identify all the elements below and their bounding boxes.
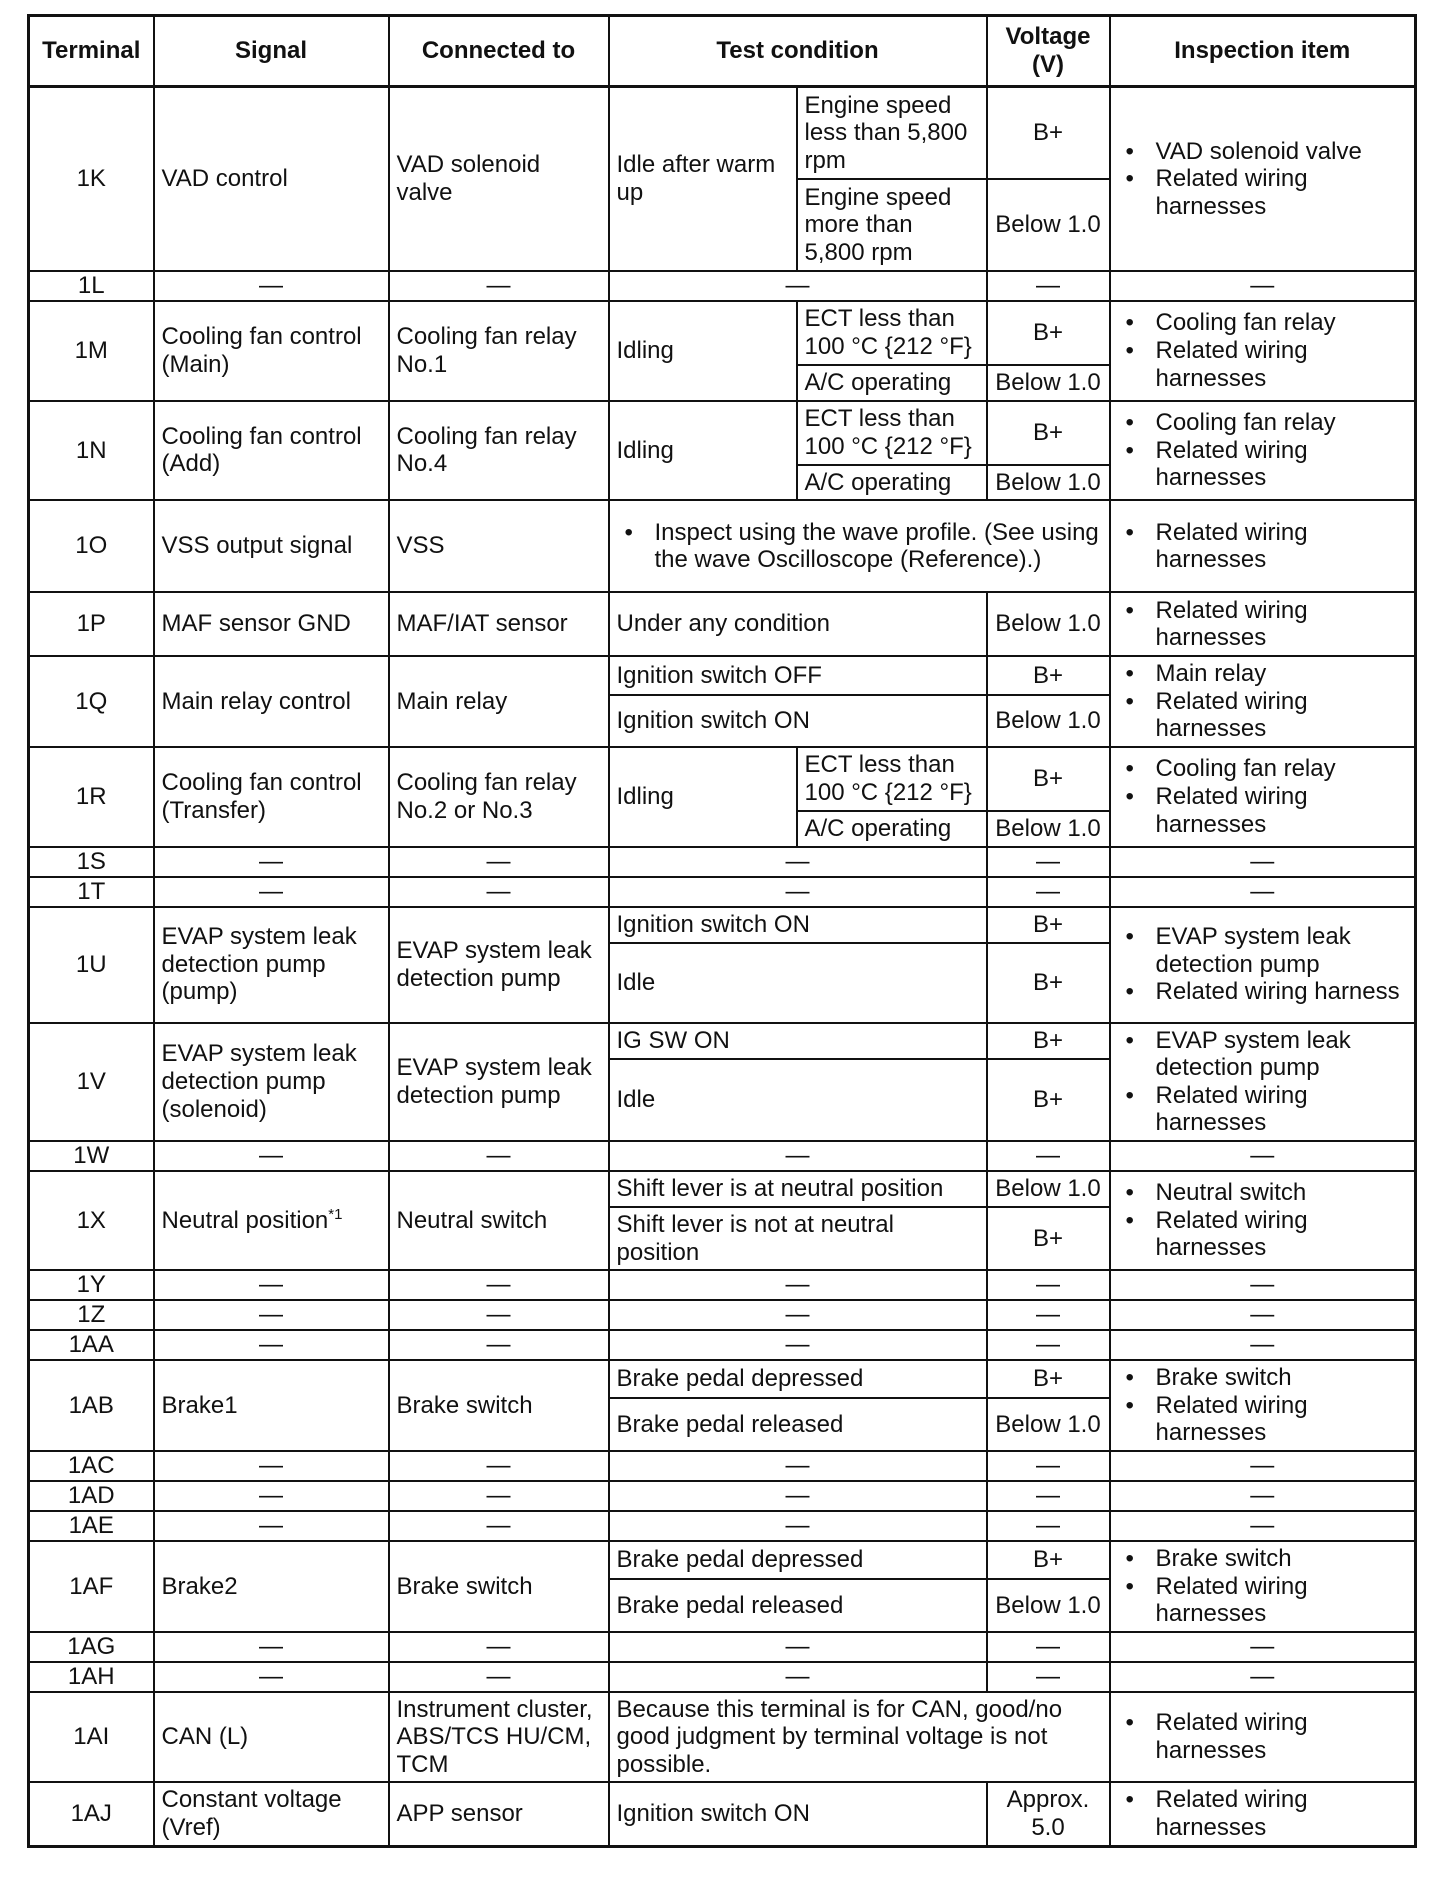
- voltage-cell: B+: [987, 943, 1110, 1023]
- dash-cell: —: [154, 1662, 389, 1692]
- inspection-cell: [1110, 1782, 1416, 1846]
- signal-cell: Cooling fan control (Add): [154, 401, 389, 501]
- inspection-item: • Neutral switch: [1156, 1179, 1408, 1207]
- inspection-list: [1118, 923, 1408, 1006]
- terminal-cell: 1N: [29, 401, 154, 501]
- sub-condition-cell: A/C operating: [797, 465, 987, 501]
- condition-cell: Idling: [609, 747, 797, 847]
- voltage-cell: B+: [987, 656, 1110, 695]
- inspection-cell: [1110, 1360, 1416, 1451]
- inspection-item: • Related wiring harnesses: [1156, 1207, 1408, 1262]
- header-connected-to: Connected to: [389, 16, 609, 87]
- header-voltage-label: Voltage: [1005, 23, 1091, 51]
- dash-cell: —: [609, 847, 987, 877]
- signal-cell: Cooling fan control (Main): [154, 301, 389, 401]
- inspection-item: • Cooling fan relay: [1156, 409, 1408, 437]
- inspection-list: [1118, 138, 1408, 221]
- inspection-item: • Related wiring harnesses: [1156, 1082, 1408, 1137]
- dash-cell: —: [154, 1270, 389, 1300]
- condition-cell: Idle: [609, 943, 987, 1023]
- dash-cell: —: [1110, 1632, 1416, 1662]
- inspection-item: • Related wiring harnesses: [1156, 1709, 1408, 1764]
- dash-cell: —: [154, 1300, 389, 1330]
- footnote-marker: *1: [328, 1206, 343, 1224]
- dash-cell: —: [609, 1632, 987, 1662]
- voltage-cell: Below 1.0: [987, 1398, 1110, 1451]
- terminal-cell: 1K: [29, 87, 154, 272]
- condition-cell: Ignition switch ON: [609, 695, 987, 747]
- voltage-cell: B+: [987, 1207, 1110, 1270]
- inspection-list: [1118, 1545, 1408, 1628]
- inspection-list: [1118, 660, 1408, 743]
- inspection-item: • Related wiring harnesses: [1156, 1786, 1408, 1841]
- inspection-item: • Main relay: [1156, 660, 1408, 688]
- dash-cell: —: [1110, 1511, 1416, 1541]
- voltage-cell: B+: [987, 907, 1110, 943]
- dash-cell: —: [609, 1662, 987, 1692]
- terminal-cell: 1U: [29, 907, 154, 1023]
- voltage-cell: Below 1.0: [987, 592, 1110, 656]
- terminal-cell: 1R: [29, 747, 154, 847]
- dash-cell: —: [1110, 1481, 1416, 1511]
- dash-cell: —: [154, 1141, 389, 1171]
- condition-cell: Idle after warm up: [609, 87, 797, 272]
- dash-cell: —: [987, 1511, 1110, 1541]
- sub-condition-cell: A/C operating: [797, 811, 987, 847]
- table-row: [29, 1782, 1416, 1846]
- terminal-inspection-page: [27, 14, 1414, 1848]
- connected-cell: Main relay: [389, 656, 609, 747]
- signal-cell: [154, 1171, 389, 1270]
- inspection-item: • VAD solenoid valve: [1156, 138, 1408, 166]
- dash-cell: —: [389, 1632, 609, 1662]
- header-voltage-unit: (V): [1032, 51, 1064, 78]
- table-row: [29, 907, 1416, 943]
- voltage-cell: Approx. 5.0: [987, 1782, 1110, 1846]
- terminal-cell: 1AC: [29, 1451, 154, 1481]
- dash-cell: —: [154, 1632, 389, 1662]
- dash-cell: —: [1110, 1300, 1416, 1330]
- connected-cell: Instrument cluster, ABS/TCS HU/CM, TCM: [389, 1692, 609, 1783]
- inspection-list: [1118, 755, 1408, 838]
- inspection-cell: [1110, 401, 1416, 501]
- inspection-item: • EVAP system leak detection pump: [1156, 1027, 1408, 1082]
- connected-cell: Cooling fan relay No.4: [389, 401, 609, 501]
- voltage-cell: B+: [987, 401, 1110, 465]
- table-row: [29, 301, 1416, 365]
- table-row: [29, 1300, 1416, 1330]
- voltage-cell: Below 1.0: [987, 465, 1110, 501]
- inspection-item: • Brake switch: [1156, 1545, 1408, 1573]
- dash-cell: —: [154, 1330, 389, 1360]
- sub-condition-cell: ECT less than 100 °C {212 °F}: [797, 747, 987, 811]
- terminal-cell: 1M: [29, 301, 154, 401]
- inspection-list: [1118, 1179, 1408, 1262]
- dash-cell: —: [1110, 1662, 1416, 1692]
- condition-cell: Ignition switch ON: [609, 907, 987, 943]
- inspection-item: • Brake switch: [1156, 1364, 1408, 1392]
- terminal-cell: 1O: [29, 500, 154, 592]
- table-row: [29, 1692, 1416, 1783]
- table-row: [29, 1662, 1416, 1692]
- dash-cell: —: [987, 1300, 1110, 1330]
- table-row: [29, 1541, 1416, 1579]
- dash-cell: —: [1110, 877, 1416, 907]
- connected-cell: Brake switch: [389, 1360, 609, 1451]
- voltage-cell: Below 1.0: [987, 1171, 1110, 1207]
- signal-cell: MAF sensor GND: [154, 592, 389, 656]
- terminal-cell: 1AB: [29, 1360, 154, 1451]
- terminal-cell: 1AE: [29, 1511, 154, 1541]
- condition-cell: Shift lever is at neutral position: [609, 1171, 987, 1207]
- inspection-list: [1118, 1786, 1408, 1841]
- dash-cell: —: [987, 1481, 1110, 1511]
- dash-cell: —: [609, 1451, 987, 1481]
- dash-cell: —: [987, 1451, 1110, 1481]
- condition-cell: IG SW ON: [609, 1023, 987, 1060]
- inspection-item: • Related wiring harness: [1156, 978, 1408, 1006]
- terminal-cell: 1Q: [29, 656, 154, 747]
- inspection-list: [1118, 409, 1408, 492]
- inspection-cell: [1110, 1171, 1416, 1270]
- inspection-item: • Related wiring harnesses: [1156, 597, 1408, 652]
- table-row: [29, 1481, 1416, 1511]
- connected-cell: MAF/IAT sensor: [389, 592, 609, 656]
- voltage-cell: B+: [987, 1023, 1110, 1060]
- terminal-cell: 1AD: [29, 1481, 154, 1511]
- inspection-item: • Related wiring harnesses: [1156, 688, 1408, 743]
- dash-cell: —: [987, 1270, 1110, 1300]
- condition-cell: Idling: [609, 301, 797, 401]
- table-row: [29, 1330, 1416, 1360]
- signal-cell: EVAP system leak detection pump (pump): [154, 907, 389, 1023]
- voltage-cell: B+: [987, 87, 1110, 180]
- condition-cell: [609, 500, 1110, 592]
- dash-cell: —: [987, 1632, 1110, 1662]
- connected-cell: Neutral switch: [389, 1171, 609, 1270]
- dash-cell: —: [154, 847, 389, 877]
- terminal-cell: 1Y: [29, 1270, 154, 1300]
- table-row: [29, 747, 1416, 811]
- condition-cell: Idle: [609, 1059, 987, 1141]
- dash-cell: —: [389, 1511, 609, 1541]
- dash-cell: —: [154, 1511, 389, 1541]
- dash-cell: —: [1110, 847, 1416, 877]
- inspection-cell: [1110, 1023, 1416, 1141]
- signal-cell: CAN (L): [154, 1692, 389, 1783]
- dash-cell: —: [987, 1662, 1110, 1692]
- sub-condition-cell: Engine speed less than 5,800 rpm: [797, 87, 987, 180]
- dash-cell: —: [1110, 1330, 1416, 1360]
- inspection-cell: [1110, 1692, 1416, 1783]
- condition-list: [617, 519, 1102, 574]
- dash-cell: —: [609, 1300, 987, 1330]
- header-signal: Signal: [154, 16, 389, 87]
- dash-cell: —: [609, 271, 987, 301]
- terminal-cell: 1W: [29, 1141, 154, 1171]
- inspection-list: [1118, 309, 1408, 392]
- inspection-cell: [1110, 592, 1416, 656]
- table-row: [29, 1023, 1416, 1060]
- terminal-cell: 1AG: [29, 1632, 154, 1662]
- dash-cell: —: [1110, 271, 1416, 301]
- dash-cell: —: [389, 1300, 609, 1330]
- voltage-cell: B+: [987, 1059, 1110, 1141]
- inspection-item: • Related wiring harnesses: [1156, 337, 1408, 392]
- condition-cell: Ignition switch OFF: [609, 656, 987, 695]
- inspection-item: • Related wiring harnesses: [1156, 1392, 1408, 1447]
- dash-cell: —: [389, 1451, 609, 1481]
- signal-cell: Main relay control: [154, 656, 389, 747]
- dash-cell: —: [389, 1481, 609, 1511]
- connected-cell: EVAP system leak detection pump: [389, 1023, 609, 1141]
- header-inspection-item: Inspection item: [1110, 16, 1416, 87]
- table-row: [29, 1632, 1416, 1662]
- voltage-cell: B+: [987, 747, 1110, 811]
- signal-cell: VSS output signal: [154, 500, 389, 592]
- inspection-list: [1118, 519, 1408, 574]
- connected-cell: Cooling fan relay No.2 or No.3: [389, 747, 609, 847]
- dash-cell: —: [389, 1270, 609, 1300]
- dash-cell: —: [1110, 1270, 1416, 1300]
- terminal-cell: 1T: [29, 877, 154, 907]
- terminal-cell: 1V: [29, 1023, 154, 1141]
- voltage-cell: Below 1.0: [987, 695, 1110, 747]
- dash-cell: —: [609, 1270, 987, 1300]
- connected-cell: Brake switch: [389, 1541, 609, 1632]
- dash-cell: —: [154, 271, 389, 301]
- table-row: [29, 401, 1416, 465]
- inspection-list: [1118, 1364, 1408, 1447]
- condition-cell: Shift lever is not at neutral position: [609, 1207, 987, 1270]
- signal-cell: Cooling fan control (Transfer): [154, 747, 389, 847]
- dash-cell: —: [389, 877, 609, 907]
- dash-cell: —: [154, 877, 389, 907]
- connected-cell: VSS: [389, 500, 609, 592]
- sub-condition-cell: Engine speed more than 5,800 rpm: [797, 179, 987, 271]
- terminal-cell: 1P: [29, 592, 154, 656]
- table-row: [29, 87, 1416, 180]
- terminal-cell: 1AH: [29, 1662, 154, 1692]
- terminal-cell: 1AA: [29, 1330, 154, 1360]
- inspection-list: [1118, 1027, 1408, 1137]
- condition-cell: Because this terminal is for CAN, good/no good judgment by terminal voltage is not possible.: [609, 1692, 1110, 1783]
- inspection-item: • Cooling fan relay: [1156, 309, 1408, 337]
- voltage-cell: Below 1.0: [987, 1579, 1110, 1632]
- inspection-cell: [1110, 500, 1416, 592]
- dash-cell: —: [1110, 1451, 1416, 1481]
- dash-cell: —: [987, 877, 1110, 907]
- inspection-cell: [1110, 1541, 1416, 1632]
- voltage-cell: B+: [987, 301, 1110, 365]
- signal-cell: Constant voltage (Vref): [154, 1782, 389, 1846]
- inspection-item: • EVAP system leak detection pump: [1156, 923, 1408, 978]
- inspection-list: [1118, 1709, 1408, 1764]
- condition-cell: Brake pedal depressed: [609, 1541, 987, 1579]
- table-row: [29, 847, 1416, 877]
- dash-cell: —: [389, 271, 609, 301]
- condition-cell: Brake pedal released: [609, 1398, 987, 1451]
- terminal-cell: 1S: [29, 847, 154, 877]
- dash-cell: —: [389, 1662, 609, 1692]
- dash-cell: —: [609, 1511, 987, 1541]
- connected-cell: VAD solenoid valve: [389, 87, 609, 272]
- inspection-cell: [1110, 907, 1416, 1023]
- signal-cell: Brake1: [154, 1360, 389, 1451]
- table-row: [29, 1511, 1416, 1541]
- inspection-list: [1118, 597, 1408, 652]
- connected-cell: EVAP system leak detection pump: [389, 907, 609, 1023]
- signal-cell: VAD control: [154, 87, 389, 272]
- signal-cell: Brake2: [154, 1541, 389, 1632]
- condition-cell: Idling: [609, 401, 797, 501]
- table-row: [29, 1171, 1416, 1207]
- inspection-item: • Related wiring harnesses: [1156, 165, 1408, 220]
- inspection-item: • Related wiring harnesses: [1156, 437, 1408, 492]
- dash-cell: —: [987, 271, 1110, 301]
- header-row: [29, 16, 1416, 87]
- condition-cell: Brake pedal depressed: [609, 1360, 987, 1398]
- terminal-cell: 1L: [29, 271, 154, 301]
- inspection-item: • Related wiring harnesses: [1156, 783, 1408, 838]
- terminal-cell: 1X: [29, 1171, 154, 1270]
- condition-cell: Brake pedal released: [609, 1579, 987, 1632]
- table-row: [29, 271, 1416, 301]
- table-row: [29, 1141, 1416, 1171]
- dash-cell: —: [609, 1141, 987, 1171]
- condition-cell: Ignition switch ON: [609, 1782, 987, 1846]
- voltage-cell: Below 1.0: [987, 365, 1110, 401]
- dash-cell: —: [609, 1330, 987, 1360]
- terminal-cell: 1Z: [29, 1300, 154, 1330]
- voltage-cell: Below 1.0: [987, 179, 1110, 271]
- dash-cell: —: [987, 1141, 1110, 1171]
- connected-cell: APP sensor: [389, 1782, 609, 1846]
- dash-cell: —: [1110, 1141, 1416, 1171]
- dash-cell: —: [389, 1330, 609, 1360]
- table-row: [29, 1360, 1416, 1398]
- table-row: [29, 592, 1416, 656]
- inspection-cell: [1110, 87, 1416, 272]
- dash-cell: —: [987, 1330, 1110, 1360]
- dash-cell: —: [987, 847, 1110, 877]
- connected-cell: Cooling fan relay No.1: [389, 301, 609, 401]
- inspection-item: • Related wiring harnesses: [1156, 519, 1408, 574]
- table-row: [29, 1451, 1416, 1481]
- voltage-cell: Below 1.0: [987, 811, 1110, 847]
- inspection-item: • Cooling fan relay: [1156, 755, 1408, 783]
- signal-text: Neutral position: [161, 1207, 329, 1235]
- dash-cell: —: [154, 1451, 389, 1481]
- inspection-cell: [1110, 747, 1416, 847]
- terminal-inspection-table: [27, 14, 1417, 1848]
- voltage-cell: B+: [987, 1360, 1110, 1398]
- terminal-cell: 1AI: [29, 1692, 154, 1783]
- table-row: [29, 656, 1416, 695]
- header-voltage: [987, 16, 1110, 87]
- terminal-cell: 1AJ: [29, 1782, 154, 1846]
- table-row: [29, 500, 1416, 592]
- dash-cell: —: [609, 1481, 987, 1511]
- voltage-cell: B+: [987, 1541, 1110, 1579]
- terminal-cell: 1AF: [29, 1541, 154, 1632]
- signal-cell: EVAP system leak detection pump (solenoid): [154, 1023, 389, 1141]
- dash-cell: —: [154, 1481, 389, 1511]
- dash-cell: —: [609, 877, 987, 907]
- table-row: [29, 877, 1416, 907]
- condition-item: • Inspect using the wave profile. (See using the wave Oscilloscope (Reference).): [655, 519, 1102, 574]
- condition-cell: Under any condition: [609, 592, 987, 656]
- header-terminal: Terminal: [29, 16, 154, 87]
- sub-condition-cell: ECT less than 100 °C {212 °F}: [797, 301, 987, 365]
- dash-cell: —: [389, 847, 609, 877]
- sub-condition-cell: A/C operating: [797, 365, 987, 401]
- inspection-cell: [1110, 656, 1416, 747]
- dash-cell: —: [389, 1141, 609, 1171]
- table-row: [29, 1270, 1416, 1300]
- header-test-condition: Test condition: [609, 16, 987, 87]
- sub-condition-cell: ECT less than 100 °C {212 °F}: [797, 401, 987, 465]
- inspection-item: • Related wiring harnesses: [1156, 1573, 1408, 1628]
- inspection-cell: [1110, 301, 1416, 401]
